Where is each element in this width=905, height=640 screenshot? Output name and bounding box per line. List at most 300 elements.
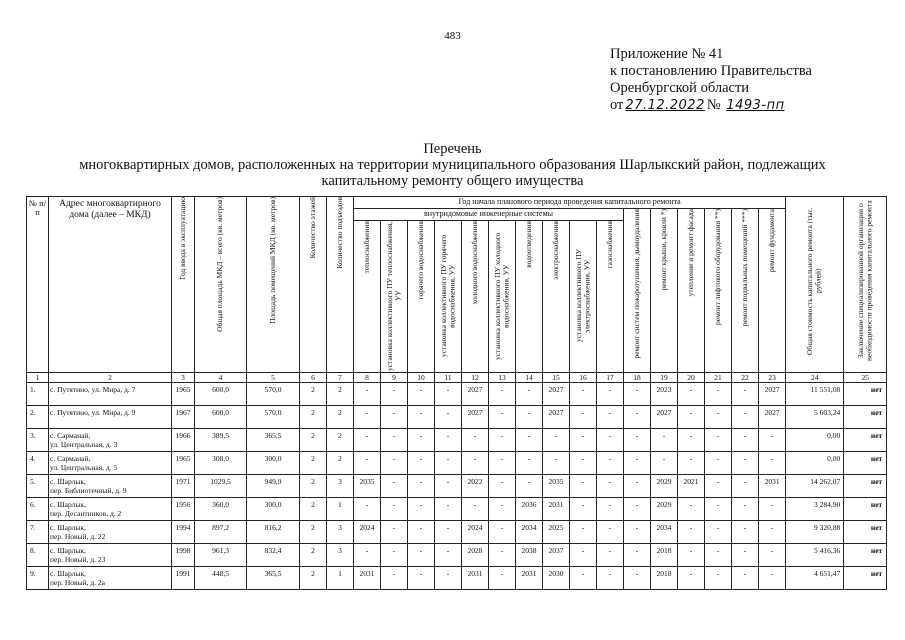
- header-entrances: Количество подъездов: [327, 197, 354, 373]
- row-address: [49, 498, 172, 521]
- address-line: с. Путятино, ул. Мира, д. 9: [50, 408, 136, 417]
- table-row: [27, 406, 887, 429]
- header-fire-systems: ремонт систем пожаротушения, дымоудаления: [624, 209, 651, 373]
- header-gas: газоснабжения: [597, 221, 624, 373]
- cell-c18: -: [624, 567, 651, 590]
- column-number: 4: [195, 373, 247, 383]
- cell-total: 600,0: [195, 383, 247, 406]
- cell-c11: -: [435, 383, 462, 406]
- cell-c15: -: [543, 429, 570, 452]
- cell-year: 1965: [172, 383, 195, 406]
- cell-c11: -: [435, 544, 462, 567]
- cell-conclusion: нет: [844, 475, 887, 498]
- cell-c20: -: [678, 429, 705, 452]
- header-electricity: электроснабжения: [543, 221, 570, 373]
- column-number: 19: [651, 373, 678, 383]
- address-line: с. Шарлык,: [50, 546, 86, 555]
- address-line: с. Сарманай,: [50, 431, 91, 440]
- cell-c16: -: [570, 544, 597, 567]
- cell-c11: -: [435, 475, 462, 498]
- column-number: 21: [705, 373, 732, 383]
- cell-conclusion: нет: [844, 521, 887, 544]
- header-engineering-group: внутридомовые инженерные системы: [354, 209, 624, 221]
- header-foundation: ремонт фундамента: [759, 209, 786, 373]
- cell-c21: -: [705, 429, 732, 452]
- cell-c23: 2027: [759, 383, 786, 406]
- cell-total: 961,3: [195, 544, 247, 567]
- header-address: Адрес многоквартирного дома (далее – МКД): [49, 197, 172, 373]
- header-total-cost: Общая стоимость капитального ремонта (тыс. рублей): [786, 197, 844, 373]
- cell-premises: 570,0: [247, 383, 300, 406]
- cell-c8: -: [354, 406, 381, 429]
- cell-c22: -: [732, 521, 759, 544]
- cell-total-cost: 14 262,07: [786, 475, 844, 498]
- cell-c8: 2035: [354, 475, 381, 498]
- cell-c16: -: [570, 452, 597, 475]
- cell-total: 389,5: [195, 429, 247, 452]
- table-row: [27, 498, 887, 521]
- column-number: 23: [759, 373, 786, 383]
- cell-c12: 2022: [462, 475, 489, 498]
- cell-year: 1965: [172, 452, 195, 475]
- cell-c15: 2031: [543, 498, 570, 521]
- address-line: пер. Десантников, д. 2: [50, 509, 122, 518]
- cell-c23: -: [759, 498, 786, 521]
- cell-floors: 2: [300, 429, 327, 452]
- column-number: 13: [489, 373, 516, 383]
- header-cold-water: холодного водоснабжения: [462, 221, 489, 373]
- cell-c15: 2027: [543, 383, 570, 406]
- cell-c10: -: [408, 475, 435, 498]
- cell-conclusion: нет: [844, 567, 887, 590]
- column-number: 17: [597, 373, 624, 383]
- table-row: [27, 544, 887, 567]
- cell-c13: -: [489, 521, 516, 544]
- cell-c19: 2029: [651, 475, 678, 498]
- cell-total: 360,0: [195, 498, 247, 521]
- document-title: [0, 141, 905, 189]
- cell-c19: -: [651, 429, 678, 452]
- cell-c22: -: [732, 567, 759, 590]
- cell-c11: -: [435, 498, 462, 521]
- cell-c14: -: [516, 406, 543, 429]
- cell-c19: 2027: [651, 406, 678, 429]
- cell-c10: -: [408, 406, 435, 429]
- header-facade: утепление и ремонт фасада: [678, 209, 705, 373]
- cell-c10: -: [408, 498, 435, 521]
- cell-c13: -: [489, 429, 516, 452]
- cell-c17: -: [597, 498, 624, 521]
- cell-total: 448,5: [195, 567, 247, 590]
- cell-c16: -: [570, 406, 597, 429]
- cell-c18: -: [624, 406, 651, 429]
- cell-c10: -: [408, 429, 435, 452]
- cell-total-cost: 9 320,88: [786, 521, 844, 544]
- row-address: [49, 567, 172, 590]
- cell-year: 1967: [172, 406, 195, 429]
- cell-c12: 2027: [462, 383, 489, 406]
- header-number: № п/п: [27, 197, 49, 373]
- cell-c18: -: [624, 475, 651, 498]
- cell-c14: -: [516, 452, 543, 475]
- cell-c10: -: [408, 521, 435, 544]
- column-number: 3: [172, 373, 195, 383]
- cell-c17: -: [597, 383, 624, 406]
- cell-c12: 2027: [462, 406, 489, 429]
- cell-c13: -: [489, 567, 516, 590]
- address-line: с. Шарлык,: [50, 477, 86, 486]
- cell-c20: -: [678, 544, 705, 567]
- cell-c12: -: [462, 452, 489, 475]
- cell-premises: 300,0: [247, 452, 300, 475]
- appendix-date-line: [610, 97, 812, 114]
- header-elevator: ремонт лифтового оборудования **): [705, 209, 732, 373]
- address-line: ул. Центральная, д. 3: [50, 440, 118, 449]
- cell-entrances: 1: [327, 567, 354, 590]
- cell-c23: -: [759, 521, 786, 544]
- row-address: [49, 544, 172, 567]
- cell-c18: -: [624, 521, 651, 544]
- cell-c13: -: [489, 383, 516, 406]
- cell-c13: -: [489, 452, 516, 475]
- cell-c23: -: [759, 567, 786, 590]
- cell-c11: -: [435, 429, 462, 452]
- column-number: 2: [49, 373, 172, 383]
- cell-c8: -: [354, 544, 381, 567]
- cell-c8: -: [354, 429, 381, 452]
- cell-entrances: 3: [327, 475, 354, 498]
- header-heat-meter: установка коллективного ПУ теплоснабжения, УУ: [381, 221, 408, 373]
- cell-c14: -: [516, 475, 543, 498]
- cell-c20: -: [678, 567, 705, 590]
- cell-c19: 2018: [651, 544, 678, 567]
- cell-c16: -: [570, 429, 597, 452]
- column-number: 18: [624, 373, 651, 383]
- header-hot-water-meter: установка коллективного ПУ горячего водоснабжения, УУ: [435, 221, 462, 373]
- header-cold-water-meter: установка коллективного ПУ холодного водоснабжения, УУ: [489, 221, 516, 373]
- appendix-line-3: Оренбургской области: [610, 80, 750, 96]
- cell-c9: -: [381, 452, 408, 475]
- header-hot-water: горячего водоснабжения: [408, 221, 435, 373]
- cell-floors: 2: [300, 567, 327, 590]
- cell-c13: -: [489, 475, 516, 498]
- cell-c22: -: [732, 406, 759, 429]
- column-number: 11: [435, 373, 462, 383]
- cell-c14: 2031: [516, 567, 543, 590]
- cell-c18: -: [624, 452, 651, 475]
- cell-entrances: 2: [327, 383, 354, 406]
- cell-conclusion: нет: [844, 406, 887, 429]
- column-number: 25: [844, 373, 887, 383]
- row-number: 4.: [27, 452, 49, 475]
- cell-floors: 2: [300, 452, 327, 475]
- cell-conclusion: нет: [844, 498, 887, 521]
- cell-c9: -: [381, 475, 408, 498]
- cell-c9: -: [381, 544, 408, 567]
- column-number: 7: [327, 373, 354, 383]
- cell-conclusion: нет: [844, 544, 887, 567]
- number-prefix: №: [706, 97, 721, 113]
- column-number: 5: [247, 373, 300, 383]
- cell-c19: 2029: [651, 498, 678, 521]
- cell-c10: -: [408, 452, 435, 475]
- cell-premises: 365,5: [247, 567, 300, 590]
- cell-c14: -: [516, 429, 543, 452]
- table-row: [27, 429, 887, 452]
- cell-floors: 2: [300, 498, 327, 521]
- cell-c8: -: [354, 383, 381, 406]
- cell-entrances: 2: [327, 452, 354, 475]
- cell-total: 897,2: [195, 521, 247, 544]
- cell-c19: 2034: [651, 521, 678, 544]
- appendix-line-1: Приложение № 41: [610, 46, 724, 62]
- page-number: 483: [444, 30, 461, 42]
- row-address: [49, 383, 172, 406]
- cell-c15: 2025: [543, 521, 570, 544]
- cell-c16: -: [570, 383, 597, 406]
- cell-entrances: 3: [327, 521, 354, 544]
- cell-c16: -: [570, 475, 597, 498]
- column-number: 15: [543, 373, 570, 383]
- cell-c23: -: [759, 544, 786, 567]
- cell-total-cost: 11 551,08: [786, 383, 844, 406]
- appendix-block: [610, 46, 812, 114]
- cell-c20: -: [678, 406, 705, 429]
- cell-c19: 2018: [651, 567, 678, 590]
- row-number: 1.: [27, 383, 49, 406]
- cell-c13: -: [489, 406, 516, 429]
- cell-total-cost: 5 603,24: [786, 406, 844, 429]
- cell-c23: 2031: [759, 475, 786, 498]
- cell-year: 1956: [172, 498, 195, 521]
- cell-c23: -: [759, 452, 786, 475]
- cell-c9: -: [381, 521, 408, 544]
- column-number-row: [27, 373, 887, 383]
- cell-total: 1029,5: [195, 475, 247, 498]
- cell-total-cost: 0,00: [786, 429, 844, 452]
- cell-c10: -: [408, 567, 435, 590]
- cell-c17: -: [597, 406, 624, 429]
- cell-c18: -: [624, 429, 651, 452]
- cell-year: 1998: [172, 544, 195, 567]
- cell-c15: -: [543, 452, 570, 475]
- cell-conclusion: нет: [844, 452, 887, 475]
- header-floors: Количество этажей: [300, 197, 327, 373]
- cell-conclusion: нет: [844, 429, 887, 452]
- cell-c21: -: [705, 567, 732, 590]
- cell-total: 308,0: [195, 452, 247, 475]
- cell-c17: -: [597, 475, 624, 498]
- cell-c21: -: [705, 521, 732, 544]
- cell-c16: -: [570, 567, 597, 590]
- row-address: [49, 429, 172, 452]
- date-prefix: от: [610, 97, 624, 113]
- cell-c23: -: [759, 429, 786, 452]
- address-line: с. Шарлык,: [50, 500, 86, 509]
- row-address: [49, 452, 172, 475]
- cell-c12: 2031: [462, 567, 489, 590]
- cell-c15: 2027: [543, 406, 570, 429]
- cell-c21: -: [705, 544, 732, 567]
- row-number: 5.: [27, 475, 49, 498]
- address-line: пер. Библиотечный, д. 9: [50, 486, 127, 495]
- cell-c11: -: [435, 567, 462, 590]
- cell-c15: 2035: [543, 475, 570, 498]
- row-number: 2.: [27, 406, 49, 429]
- column-number: 20: [678, 373, 705, 383]
- cell-c14: 2038: [516, 544, 543, 567]
- cell-c13: -: [489, 498, 516, 521]
- column-number: 14: [516, 373, 543, 383]
- cell-floors: 2: [300, 406, 327, 429]
- cell-c17: -: [597, 429, 624, 452]
- header-year-built: Год ввода в эксплуатацию: [172, 197, 195, 373]
- row-number: 9.: [27, 567, 49, 590]
- cell-total-cost: 3 284,90: [786, 498, 844, 521]
- cell-c9: -: [381, 498, 408, 521]
- cell-c15: 2037: [543, 544, 570, 567]
- cell-c17: -: [597, 521, 624, 544]
- row-number: 8.: [27, 544, 49, 567]
- cell-premises: 949,9: [247, 475, 300, 498]
- cell-c21: -: [705, 406, 732, 429]
- row-address: [49, 406, 172, 429]
- cell-entrances: 2: [327, 429, 354, 452]
- cell-total-cost: 4 651,47: [786, 567, 844, 590]
- cell-c22: -: [732, 475, 759, 498]
- cell-c15: 2030: [543, 567, 570, 590]
- address-line: с. Путятино, ул. Мира, д. 7: [50, 385, 136, 394]
- column-number: 24: [786, 373, 844, 383]
- column-number: 10: [408, 373, 435, 383]
- cell-c13: -: [489, 544, 516, 567]
- cell-year: 1991: [172, 567, 195, 590]
- cell-total: 600,0: [195, 406, 247, 429]
- cell-c21: -: [705, 498, 732, 521]
- cell-c8: 2031: [354, 567, 381, 590]
- table-row: [27, 521, 887, 544]
- header-conclusion: Заключение специализированной организации о необходимости проведения капитального ремонта: [844, 197, 887, 373]
- cell-floors: 2: [300, 521, 327, 544]
- handwritten-date: 27.12.2022: [625, 98, 705, 113]
- cell-c8: -: [354, 452, 381, 475]
- header-premises-area: Площадь помещений МКД (кв. метров): [247, 197, 300, 373]
- cell-c12: 2028: [462, 544, 489, 567]
- row-number: 7.: [27, 521, 49, 544]
- header-sewerage: водоотведения: [516, 221, 543, 373]
- column-number: 9: [381, 373, 408, 383]
- address-line: пер. Новый, д. 2а: [50, 578, 105, 587]
- cell-c21: -: [705, 475, 732, 498]
- column-number: 6: [300, 373, 327, 383]
- table-row: [27, 567, 887, 590]
- address-line: ул. Центральная, д. 5: [50, 463, 118, 472]
- cell-c8: 2024: [354, 521, 381, 544]
- header-basement: ремонт подвальных помещений ***): [732, 209, 759, 373]
- title-line-3: капитальному ремонту общего имущества: [321, 173, 584, 189]
- cell-c23: 2027: [759, 406, 786, 429]
- cell-c18: -: [624, 383, 651, 406]
- cell-c11: -: [435, 406, 462, 429]
- cell-c11: -: [435, 452, 462, 475]
- buildings-table: [26, 196, 887, 590]
- cell-c14: 2034: [516, 521, 543, 544]
- cell-premises: 365,5: [247, 429, 300, 452]
- cell-c12: -: [462, 498, 489, 521]
- cell-c12: 2024: [462, 521, 489, 544]
- cell-c20: -: [678, 383, 705, 406]
- cell-c22: -: [732, 429, 759, 452]
- column-number: 16: [570, 373, 597, 383]
- title-line-1: Перечень: [423, 141, 482, 157]
- header-period-group: Год начала планового периода проведения капитального ремонта: [354, 197, 786, 209]
- table-row: [27, 475, 887, 498]
- header-electricity-meter: установка коллективного ПУ электроснабжения, УУ: [570, 221, 597, 373]
- cell-c14: -: [516, 383, 543, 406]
- table-row: [27, 383, 887, 406]
- cell-c10: -: [408, 544, 435, 567]
- cell-c9: -: [381, 429, 408, 452]
- cell-c9: -: [381, 567, 408, 590]
- address-line: пер. Новый, д. 22: [50, 532, 106, 541]
- cell-c12: -: [462, 429, 489, 452]
- table-row: [27, 452, 887, 475]
- cell-c22: -: [732, 452, 759, 475]
- row-number: 6.: [27, 498, 49, 521]
- cell-c18: -: [624, 544, 651, 567]
- cell-floors: 2: [300, 475, 327, 498]
- column-number: 22: [732, 373, 759, 383]
- cell-c10: -: [408, 383, 435, 406]
- row-address: [49, 521, 172, 544]
- cell-entrances: 1: [327, 498, 354, 521]
- cell-c20: -: [678, 521, 705, 544]
- cell-entrances: 3: [327, 544, 354, 567]
- cell-c18: -: [624, 498, 651, 521]
- cell-c17: -: [597, 567, 624, 590]
- cell-premises: 832,4: [247, 544, 300, 567]
- cell-total-cost: 0,00: [786, 452, 844, 475]
- cell-c20: 2021: [678, 475, 705, 498]
- cell-c22: -: [732, 383, 759, 406]
- column-number: 1: [27, 373, 49, 383]
- cell-premises: 570,0: [247, 406, 300, 429]
- cell-premises: 816,2: [247, 521, 300, 544]
- cell-c17: -: [597, 544, 624, 567]
- column-number: 12: [462, 373, 489, 383]
- address-line: с. Шарлык,: [50, 569, 86, 578]
- cell-c22: -: [732, 498, 759, 521]
- cell-c11: -: [435, 521, 462, 544]
- cell-c21: -: [705, 452, 732, 475]
- cell-c16: -: [570, 498, 597, 521]
- cell-c20: -: [678, 498, 705, 521]
- cell-entrances: 2: [327, 406, 354, 429]
- cell-c14: 2036: [516, 498, 543, 521]
- cell-year: 1994: [172, 521, 195, 544]
- cell-c20: -: [678, 452, 705, 475]
- cell-c19: 2023: [651, 383, 678, 406]
- header-heat: теплоснабжения: [354, 221, 381, 373]
- cell-c9: -: [381, 406, 408, 429]
- cell-c16: -: [570, 521, 597, 544]
- row-address: [49, 475, 172, 498]
- cell-floors: 2: [300, 544, 327, 567]
- column-number: 8: [354, 373, 381, 383]
- cell-c21: -: [705, 383, 732, 406]
- cell-c22: -: [732, 544, 759, 567]
- cell-year: 1966: [172, 429, 195, 452]
